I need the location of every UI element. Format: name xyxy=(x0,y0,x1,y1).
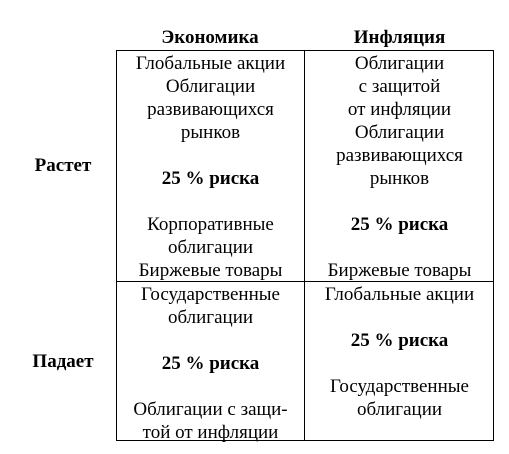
cell-falling-inflation xyxy=(305,283,494,421)
risk-label: 25 % риска xyxy=(161,353,260,374)
asset-line: Биржевые товары xyxy=(327,260,472,281)
asset-line: Государственные xyxy=(330,376,469,397)
asset-line: Биржевые товары xyxy=(138,260,283,281)
spacer xyxy=(305,236,494,259)
spacer xyxy=(305,306,494,329)
spacer xyxy=(117,375,304,398)
column-header-economy: Экономика xyxy=(161,27,259,48)
asset-line: Облигации xyxy=(165,76,256,97)
asset-line: Облигации xyxy=(354,53,445,74)
cell-rising-economy xyxy=(117,52,304,282)
risk-label: 25 % риска xyxy=(350,330,449,351)
asset-line: рынков xyxy=(180,122,241,143)
spacer xyxy=(117,144,304,167)
asset-line: Облигации с защи- xyxy=(133,399,288,420)
asset-line: от инфляции xyxy=(347,99,452,120)
spacer xyxy=(305,352,494,375)
asset-line: с защитой xyxy=(358,76,441,97)
asset-line: рынков xyxy=(369,168,430,189)
asset-line: развивающихся xyxy=(147,99,274,120)
spacer xyxy=(117,190,304,213)
cell-falling-economy xyxy=(117,283,304,444)
asset-line: той от инфляции xyxy=(142,422,279,443)
asset-line: облигации xyxy=(356,399,443,420)
asset-line: облигации xyxy=(167,307,254,328)
row-label-rising: Растет xyxy=(34,155,92,176)
asset-line: развивающихся xyxy=(336,145,463,166)
column-header-inflation: Инфляция xyxy=(353,27,446,48)
asset-line: Корпоративные xyxy=(147,214,274,235)
asset-line: облигации xyxy=(167,237,254,258)
spacer xyxy=(117,329,304,352)
risk-label: 25 % риска xyxy=(350,214,449,235)
asset-line: Государственные xyxy=(141,284,280,305)
risk-label: 25 % риска xyxy=(161,168,260,189)
asset-line: Глобальные акции xyxy=(324,284,475,305)
asset-line: Глобальные акции xyxy=(135,53,286,74)
cell-rising-inflation xyxy=(305,52,494,282)
row-label-falling: Падает xyxy=(32,351,94,372)
spacer xyxy=(305,190,494,213)
asset-line: Облигации xyxy=(354,122,445,143)
